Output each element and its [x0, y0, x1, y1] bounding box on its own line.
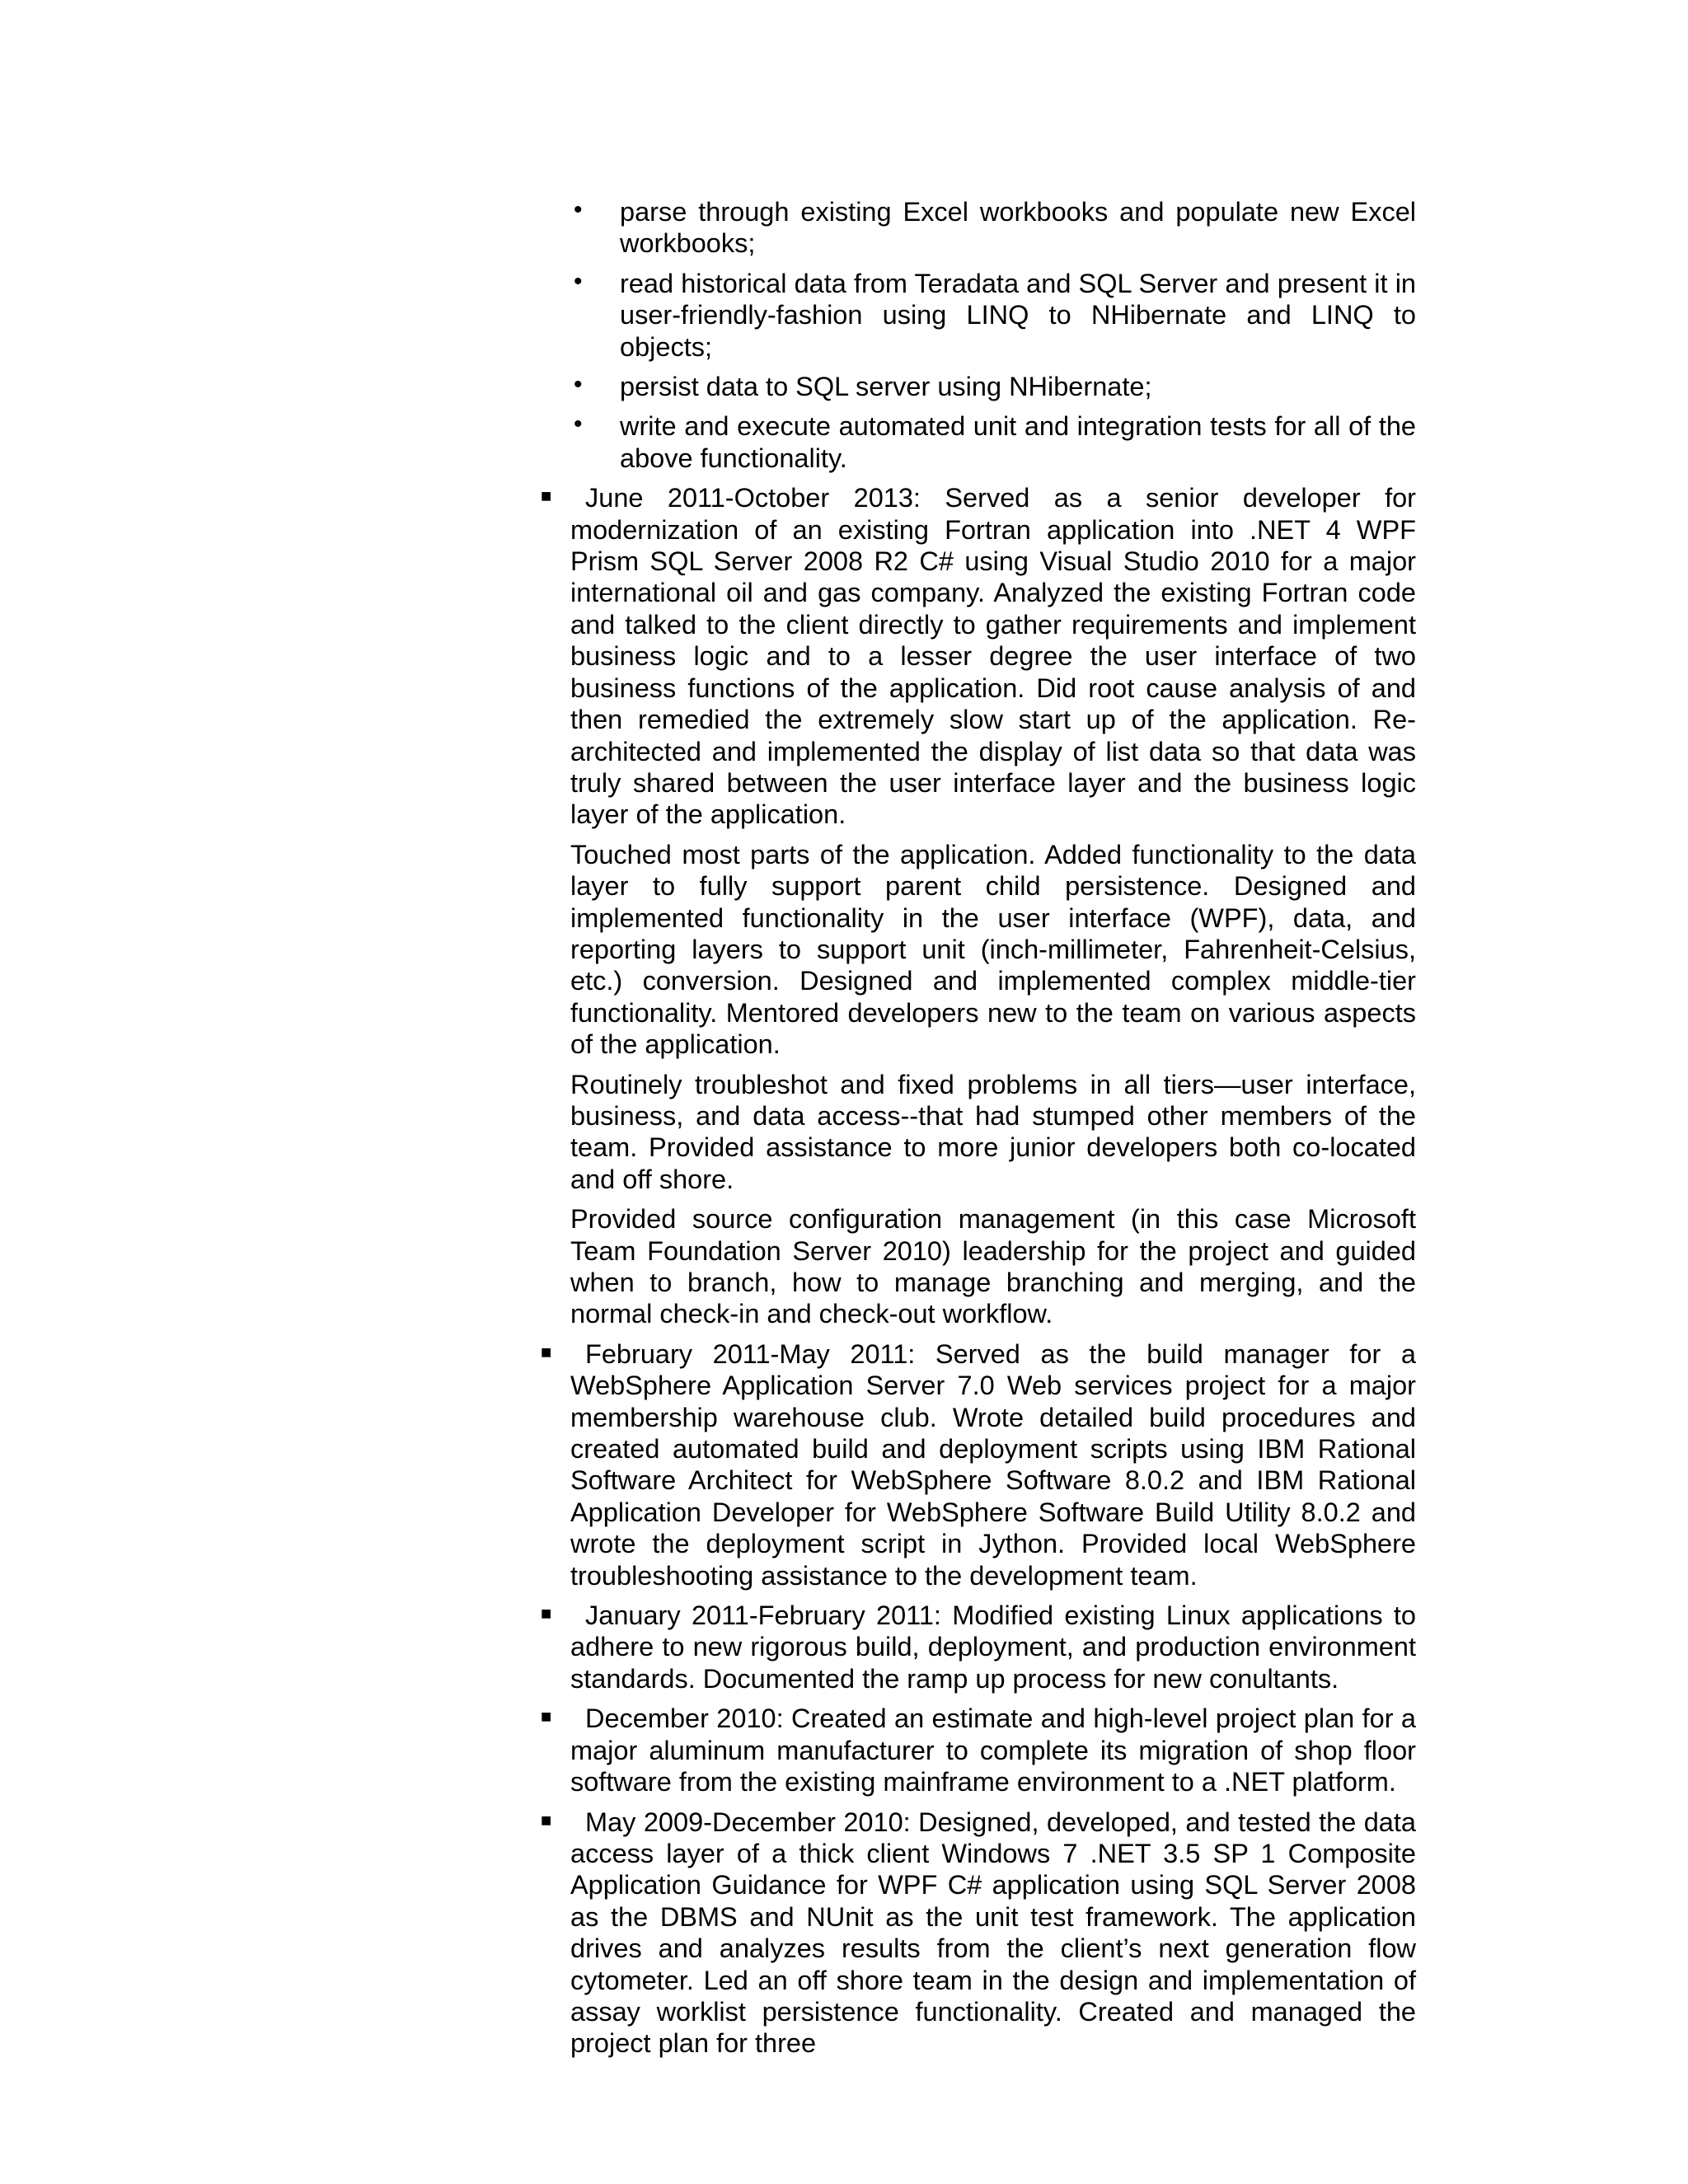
square-bullet-icon: ■: [541, 1341, 552, 1362]
bullet-dot-icon: •: [574, 267, 583, 295]
list-item: [534, 268, 1416, 363]
content-column: [534, 196, 1416, 2068]
entry-paragraph: February 2011-May 2011: Served as the build manager for a WebSphere Application Server 7.0 Web services project for a major membership warehouse club. Wrote detailed build procedures and created automated build and deployment scripts using IBM Rational Software Architect for WebSphere Software 8.0.2 and IBM Rational Application Developer for WebSphere Software Build Utility 8.0.2 and wrote the deployment script in Jython. Provided local WebSphere troubleshooting assistance to the development team.: [570, 1338, 1416, 1591]
list-item: [534, 410, 1416, 474]
list-item: [534, 371, 1416, 402]
entry-paragraph: Touched most parts of the application. Added functionality to the data layer to fully support parent child persistence. Designed and implemented functionality in the user interface (WPF), data, and reporting layers to support unit (inch-millimeter, Fahrenheit-Celsius, etc.) conversion. Designed and implemented complex middle-tier functionality. Mentored developers new to the team on various aspects of the application.: [570, 839, 1416, 1060]
sub-bullet-text: parse through existing Excel workbooks and populate new Excel workbooks;: [620, 197, 1416, 259]
entry-paragraph: June 2011-October 2013: Served as a senior developer for modernization of an existing Fortran application into .NET 4 WPF Prism SQL Server 2008 R2 C# using Visual Studio 2010 for a major international oil and gas company. Analyzed the existing Fortran code and talked to the client directly to gather requirements and implement business logic and to a lesser degree the user interface of two business functions of the application. Did root cause analysis of and then remedied the extremely slow start up of the application. Re-architected and implemented the display of list data so that data was truly shared between the user interface layer and the business logic layer of the application.: [570, 483, 1416, 830]
square-bullet-icon: ■: [541, 1603, 552, 1624]
experience-entry: [534, 1807, 1416, 2060]
sub-bullet-text: write and execute automated unit and integration tests for all of the above functionality.: [620, 411, 1416, 473]
square-bullet-icon: ■: [541, 1706, 552, 1727]
bullet-dot-icon: •: [574, 196, 583, 223]
entry-paragraph: Routinely troubleshot and fixed problems in all tiers—user interface, business, and data access--that had stumped other members of the team. Provided assistance to more junior developers both co-located and off shore.: [570, 1069, 1416, 1194]
sub-bullet-text: persist data to SQL server using NHibernate;: [620, 372, 1152, 402]
entry-paragraph: May 2009-December 2010: Designed, developed, and tested the data access layer of a thick client Windows 7 .NET 3.5 SP 1 Composite Application Guidance for WPF C# application using SQL Server 2008 as the DBMS and NUnit as the unit test framework. The application drives and analyzes results from the client’s next generation flow cytometer. Led an off shore team in the design and implementation of assay worklist persistence functionality. Created and managed the project plan for three: [570, 1807, 1416, 2059]
list-item: [534, 196, 1416, 260]
sub-bullet-text: read historical data from Teradata and SQL Server and present it in user-friendly-fashion using LINQ to NHibernate and LINQ to objects;: [620, 268, 1416, 362]
entry-paragraph: Provided source configuration management (in this case Microsoft Team Foundation Server 2010) leadership for the project and guided when to branch, how to manage branching and merging, and the normal check-in and check-out workflow.: [570, 1204, 1416, 1329]
experience-entry: [534, 482, 1416, 1330]
square-bullet-icon: ■: [541, 485, 552, 507]
experience-entry: [534, 1338, 1416, 1591]
bullet-dot-icon: •: [574, 371, 583, 399]
experience-entry: [534, 1600, 1416, 1694]
square-bullet-icon: ■: [541, 1809, 552, 1830]
entry-paragraph: December 2010: Created an estimate and high-level project plan for a major aluminum manufacturer to complete its migration of shop floor software from the existing mainframe environment to a .NET platform.: [570, 1704, 1416, 1797]
experience-entry: [534, 1703, 1416, 1797]
bullet-dot-icon: •: [574, 410, 583, 438]
entry-paragraph: January 2011-February 2011: Modified existing Linux applications to adhere to new rigorous build, deployment, and production environment standards. Documented the ramp up process for new conultants.: [570, 1601, 1416, 1694]
